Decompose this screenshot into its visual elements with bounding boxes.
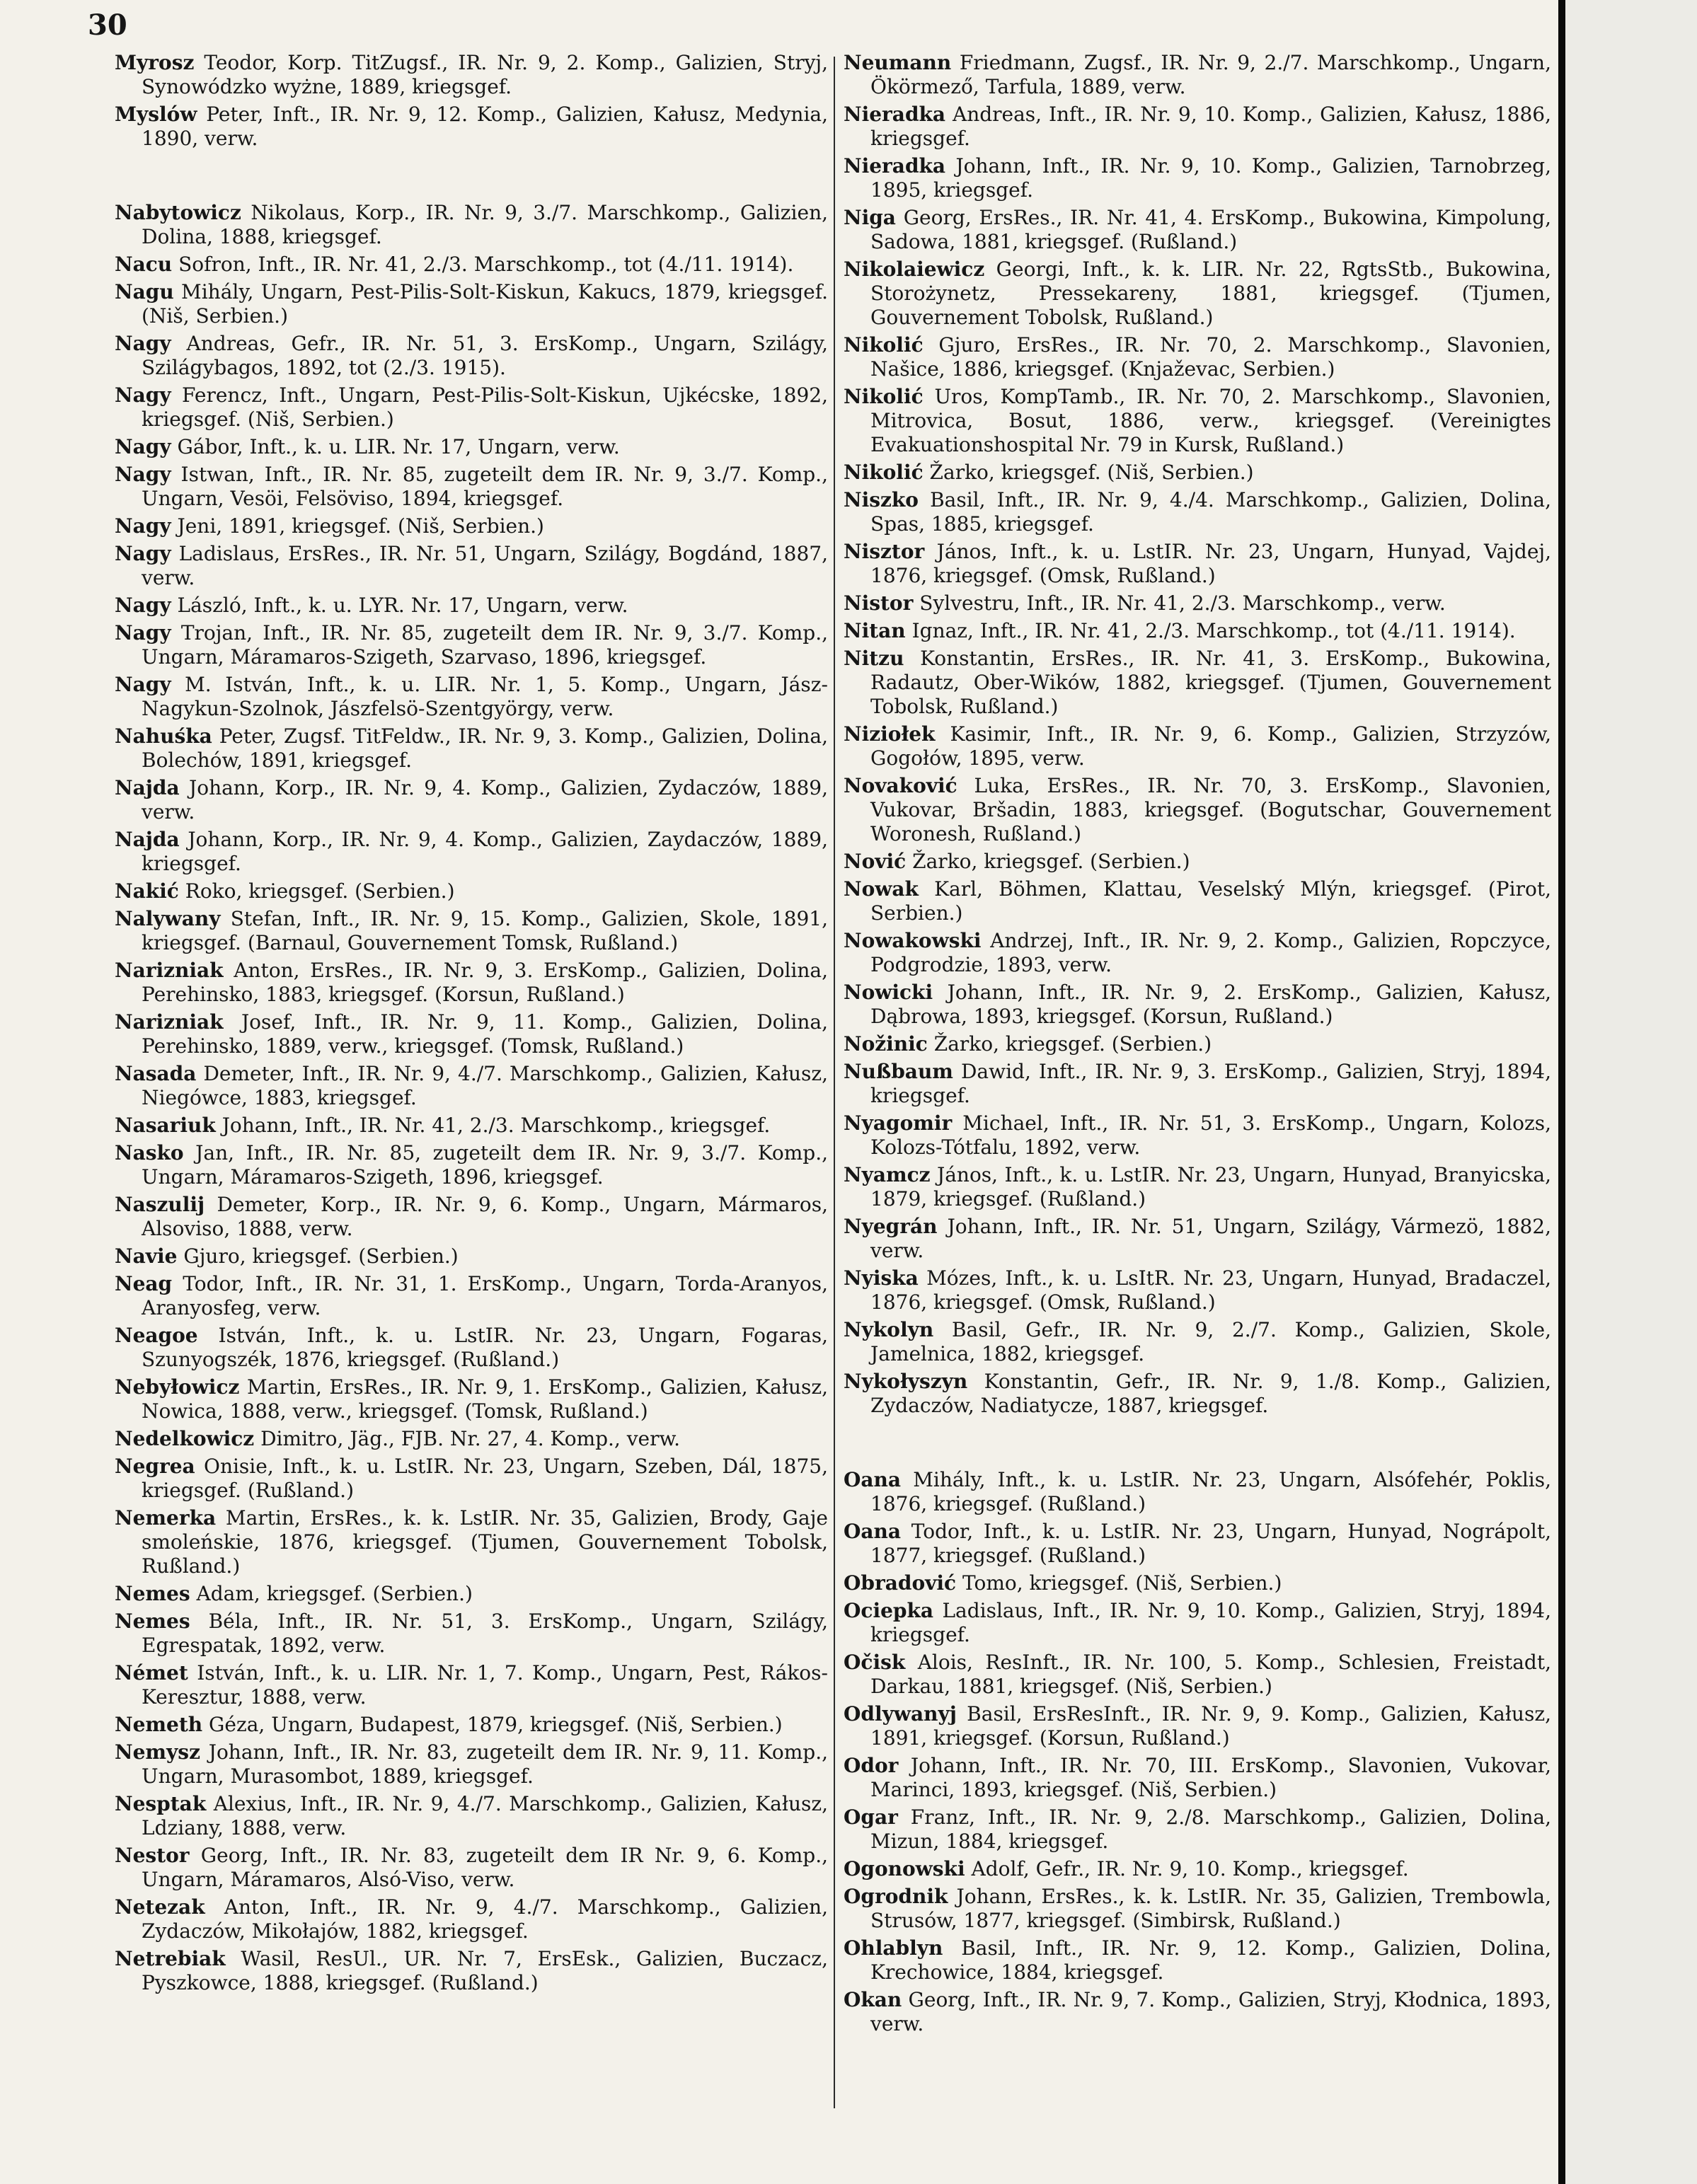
list-entry — [115, 1010, 828, 1058]
entry-surname: Najda — [115, 776, 180, 799]
column-divider — [834, 57, 835, 2108]
list-entry — [844, 877, 1551, 925]
entry-details: Ladislaus, Inft., IR. Nr. 9, 10. Komp., Galizien, Stryj, 1894, kriegsgef. — [870, 1599, 1552, 1646]
entry-surname: Nyegrán — [844, 1215, 938, 1238]
list-entry — [844, 850, 1551, 874]
list-entry — [115, 332, 828, 380]
entry-surname: Odor — [844, 1754, 899, 1777]
left-column — [115, 51, 828, 1999]
list-entry — [115, 1114, 828, 1138]
entry-surname: Niga — [844, 206, 896, 229]
list-entry — [115, 724, 828, 773]
list-entry — [844, 1857, 1551, 1881]
list-entry — [115, 1506, 828, 1578]
entry-details: Alexius, Inft., IR. Nr. 9, 4./7. Marschkomp., Galizien, Kałusz, Ldziany, 1888, verw. — [142, 1792, 828, 1839]
list-entry — [115, 103, 828, 151]
entry-details: Onisie, Inft., k. u. LstIR. Nr. 23, Ungarn, Szeben, Dál, 1875, kriegsgef. (Rußland.) — [142, 1455, 828, 1502]
entry-details: Jan, Inft., IR. Nr. 85, zugeteilt dem IR. Nr. 9, 3./7. Komp., Ungarn, Máramaros-Szigeth, 1896, kriegsgef. — [142, 1141, 829, 1189]
entry-surname: Nagy — [115, 542, 171, 565]
list-entry — [844, 774, 1551, 846]
entry-details: Adam, kriegsgef. (Serbien.) — [196, 1582, 473, 1605]
entry-surname: Nestor — [115, 1844, 190, 1867]
entry-surname: Nakić — [115, 879, 179, 903]
entry-details: Georgi, Inft., k. k. LIR. Nr. 22, RgtsStb., Bukowina, Storożynetz, Pressekareny, 1881, kriegsgef. (Tjumen, Gouvernement Tobolsk, Rußland.) — [870, 258, 1551, 329]
entry-surname: Nagy — [115, 435, 171, 458]
list-entry — [115, 1947, 828, 1995]
entry-surname: Nikolaiewicz — [844, 258, 985, 281]
entry-details: János, Inft., k. u. LstIR. Nr. 23, Ungarn, Hunyad, Branyicska, 1879, kriegsgef. (Rußland.) — [870, 1163, 1551, 1211]
entry-details: Luka, ErsRes., IR. Nr. 70, 3. ErsKomp., Slavonien, Vukovar, Bršadin, 1883, kriegsgef. (Bogutschar, Gouvernement Woronesh, Rußland.) — [870, 774, 1551, 845]
list-entry — [844, 1754, 1551, 1802]
list-entry — [115, 907, 828, 955]
entry-details: M. István, Inft., k. u. LIR. Nr. 1, 5. Komp., Ungarn, Jász-Nagykun-Szolnok, Jászfelsö-Szentgyörgy, verw. — [142, 673, 828, 720]
list-entry — [115, 1844, 828, 1892]
entry-surname: Nyamcz — [844, 1163, 931, 1186]
list-entry — [115, 1792, 828, 1840]
entry-surname: Narizniak — [115, 959, 224, 982]
entry-details: Johann, Korp., IR. Nr. 9, 4. Komp., Galizien, Zydaczów, 1889, verw. — [142, 776, 829, 824]
list-entry — [844, 488, 1551, 536]
entry-details: Andreas, Gefr., IR. Nr. 51, 3. ErsKomp., Ungarn, Szilágy, Szilágybagos, 1892, tot (2./3. 1915). — [142, 332, 828, 379]
entry-surname: Nikolić — [844, 385, 924, 408]
entry-details: Adolf, Gefr., IR. Nr. 9, 10. Komp., kriegsgef. — [971, 1857, 1409, 1880]
scan-frame-border — [1558, 0, 1565, 2184]
entry-surname: Nistor — [844, 591, 914, 615]
entry-details: Dimitro, Jäg., FJB. Nr. 27, 4. Komp., verw. — [260, 1427, 681, 1450]
entry-details: Ignaz, Inft., IR. Nr. 41, 2./3. Marschkomp., tot (4./11. 1914). — [911, 619, 1516, 642]
entry-surname: Nagy — [115, 594, 171, 617]
entry-details: Konstantin, Gefr., IR. Nr. 9, 1./8. Komp., Galizien, Zydaczów, Nadiatycze, 1887, kriegsgef. — [870, 1370, 1551, 1417]
entry-details: Todor, Inft., k. u. LstIR. Nr. 23, Ungarn, Hunyad, Nográpolt, 1877, kriegsgef. (Rußland.) — [870, 1520, 1551, 1567]
entry-details: Demeter, Inft., IR. Nr. 9, 4./7. Marschkomp., Galizien, Kałusz, Niegówce, 1883, kriegsgef. — [142, 1062, 828, 1109]
entry-group — [844, 1468, 1551, 2036]
entry-details: Uros, KompTamb., IR. Nr. 70, 2. Marschkomp., Slavonien, Mitrovica, Bosut, 1886, verw., kriegsgef. (Vereinigtes Evakuationshospital Nr. 79 in Kursk, Rußland.) — [870, 385, 1551, 456]
list-entry — [115, 435, 828, 459]
entry-surname: Niziołek — [844, 722, 936, 746]
entry-surname: Nisztor — [844, 540, 925, 563]
entry-details: Josef, Inft., IR. Nr. 9, 11. Komp., Galizien, Dolina, Perehinsko, 1889, verw., kriegsgef. (Tomsk, Rußland.) — [142, 1010, 828, 1058]
scan-page-edge — [1565, 0, 1697, 2184]
entry-surname: Nitan — [844, 619, 906, 642]
list-entry — [115, 1427, 828, 1451]
entry-surname: Oana — [844, 1520, 902, 1543]
entry-details: Konstantin, ErsRes., IR. Nr. 41, 3. ErsKomp., Bukowina, Radautz, Ober-Wików, 1882, kriegsgef. (Tjumen, Gouvernement Tobolsk, Rußland.) — [870, 647, 1551, 718]
list-entry — [844, 1215, 1551, 1263]
entry-surname: Nyagomir — [844, 1111, 953, 1135]
list-entry — [844, 619, 1551, 643]
entry-details: Michael, Inft., IR. Nr. 51, 3. ErsKomp., Ungarn, Kolozs, Kolozs-Tótfalu, 1892, verw. — [870, 1111, 1551, 1159]
list-entry — [115, 1375, 828, 1423]
entry-details: Roko, kriegsgef. (Serbien.) — [185, 879, 455, 903]
entry-surname: Nagy — [115, 621, 171, 645]
list-entry — [844, 1266, 1551, 1315]
list-entry — [115, 514, 828, 538]
list-entry — [844, 1702, 1551, 1750]
list-entry — [844, 385, 1551, 457]
entry-surname: Nagy — [115, 332, 171, 355]
entry-details: Sylvestru, Inft., IR. Nr. 41, 2./3. Marschkomp., verw. — [919, 591, 1446, 615]
entry-details: Dawid, Inft., IR. Nr. 9, 3. ErsKomp., Galizien, Stryj, 1894, kriegsgef. — [870, 1060, 1551, 1107]
list-entry — [115, 621, 828, 669]
entry-details: Basil, ErsResInft., IR. Nr. 9, 9. Komp., Galizien, Kałusz, 1891, kriegsgef. (Korsun, Rußland.) — [870, 1702, 1551, 1750]
entry-details: Trojan, Inft., IR. Nr. 85, zugeteilt dem IR. Nr. 9, 3./7. Komp., Ungarn, Máramaros-Szigeth, Szarvaso, 1896, kriegsgef. — [142, 621, 829, 669]
list-entry — [115, 594, 828, 618]
section-gap — [115, 154, 828, 201]
list-entry — [844, 258, 1551, 330]
entry-surname: Nasariuk — [115, 1114, 216, 1137]
entry-details: Alois, ResInft., IR. Nr. 100, 5. Komp., Schlesien, Freistadt, Darkau, 1881, kriegsgef. (Niš, Serbien.) — [870, 1651, 1551, 1698]
entry-details: Basil, Inft., IR. Nr. 9, 12. Komp., Galizien, Dolina, Krechowice, 1884, kriegsgef. — [870, 1936, 1552, 1984]
entry-surname: Ogonowski — [844, 1857, 965, 1880]
list-entry — [115, 463, 828, 511]
entry-surname: Ohlablyn — [844, 1936, 943, 1960]
entry-details: István, Inft., k. u. LstIR. Nr. 23, Ungarn, Fogaras, Szunyogszék, 1876, kriegsgef. (Rußland.) — [142, 1324, 828, 1371]
entry-details: Mihály, Inft., k. u. LstIR. Nr. 23, Ungarn, Alsófehér, Poklis, 1876, kriegsgef. (Rußland.) — [870, 1468, 1552, 1515]
entry-surname: Nebyłowicz — [115, 1375, 240, 1399]
entry-details: Georg, Inft., IR. Nr. 9, 7. Komp., Galizien, Stryj, Kłodnica, 1893, verw. — [870, 1988, 1551, 2035]
entry-details: Johann, Inft., IR. Nr. 9, 2. ErsKomp., Galizien, Kałusz, Dąbrowa, 1893, kriegsgef. (Korsun, Rußland.) — [870, 981, 1551, 1028]
entry-surname: Nemes — [115, 1610, 190, 1633]
list-entry — [844, 1111, 1551, 1160]
entry-surname: Najda — [115, 828, 180, 851]
entry-surname: Očisk — [844, 1651, 906, 1674]
entry-details: Basil, Inft., IR. Nr. 9, 4./4. Marschkomp., Galizien, Dolina, Spas, 1885, kriegsgef. — [870, 488, 1551, 536]
entry-surname: Nykołyszyn — [844, 1370, 968, 1393]
entry-details: Jeni, 1891, kriegsgef. (Niš, Serbien.) — [177, 514, 544, 538]
entry-group — [115, 201, 828, 1995]
entry-surname: Nalywany — [115, 907, 221, 930]
entry-surname: Nowak — [844, 877, 919, 901]
entry-details: Martin, ErsRes., k. k. LstIR. Nr. 35, Galizien, Brody, Gaje smoleńskie, 1876, kriegsgef. (Tjumen, Gouvernement Tobolsk, Rußland.) — [142, 1506, 828, 1578]
entry-surname: Nemes — [115, 1582, 190, 1605]
list-entry — [115, 1713, 828, 1737]
entry-surname: Nieradka — [844, 103, 946, 126]
list-entry — [844, 591, 1551, 616]
entry-details: Nikolaus, Korp., IR. Nr. 9, 3./7. Marschkomp., Galizien, Dolina, 1888, kriegsgef. — [142, 201, 829, 248]
entry-details: Peter, Inft., IR. Nr. 9, 12. Komp., Galizien, Kałusz, Medynia, 1890, verw. — [142, 103, 828, 150]
list-entry — [115, 201, 828, 249]
list-entry — [844, 1032, 1551, 1056]
entry-group — [844, 51, 1551, 1418]
list-entry — [115, 383, 828, 432]
entry-surname: Nahuśka — [115, 724, 212, 748]
entry-surname: Oana — [844, 1468, 902, 1491]
list-entry — [115, 1324, 828, 1372]
entry-surname: Német — [115, 1661, 188, 1685]
entry-details: Stefan, Inft., IR. Nr. 9, 15. Komp., Galizien, Skole, 1891, kriegsgef. (Barnaul, Gouvernement Tomsk, Rußland.) — [142, 907, 828, 954]
list-entry — [115, 828, 828, 876]
entry-surname: Negrea — [115, 1455, 195, 1478]
entry-surname: Nemerka — [115, 1506, 217, 1530]
list-entry — [844, 647, 1551, 719]
entry-details: János, Inft., k. u. LstIR. Nr. 23, Ungarn, Hunyad, Vajdej, 1876, kriegsgef. (Omsk, Rußland.) — [870, 540, 1551, 587]
entry-group — [115, 51, 828, 151]
entry-surname: Navie — [115, 1244, 178, 1268]
list-entry — [844, 1805, 1551, 1854]
entry-surname: Nesptak — [115, 1792, 207, 1815]
entry-surname: Nowicki — [844, 981, 933, 1004]
entry-details: Johann, Inft., IR. Nr. 70, III. ErsKomp., Slavonien, Vukovar, Marinci, 1893, kriegsgef. (Niš, Serbien.) — [870, 1754, 1551, 1801]
entry-surname: Nikolić — [844, 333, 924, 357]
entry-details: Kasimir, Inft., IR. Nr. 9, 6. Komp., Galizien, Strzyzów, Gogołów, 1895, verw. — [870, 722, 1551, 770]
entry-details: Žarko, kriegsgef. (Serbien.) — [912, 850, 1190, 873]
entry-surname: Nußbaum — [844, 1060, 953, 1083]
entry-surname: Novaković — [844, 774, 957, 797]
entry-surname: Nović — [844, 850, 907, 873]
entry-details: Todor, Inft., IR. Nr. 31, 1. ErsKomp., Ungarn, Torda-Aranyos, Aranyosfeg, verw. — [142, 1272, 828, 1319]
entry-surname: Nowakowski — [844, 929, 982, 952]
entry-details: Tomo, kriegsgef. (Niš, Serbien.) — [962, 1571, 1282, 1595]
page-number: 30 — [88, 8, 127, 42]
list-entry — [115, 959, 828, 1007]
entry-details: Gábor, Inft., k. u. LIR. Nr. 17, Ungarn, verw. — [177, 435, 620, 458]
entry-details: Mózes, Inft., k. u. LsItR. Nr. 23, Ungarn, Hunyad, Bradaczel, 1876, kriegsgef. (Omsk, Rußland.) — [870, 1266, 1552, 1314]
entry-details: Martin, ErsRes., IR. Nr. 9, 1. ErsKomp., Galizien, Kałusz, Nowica, 1888, verw., kriegsgef. (Tomsk, Rußland.) — [142, 1375, 828, 1423]
list-entry — [844, 1571, 1551, 1595]
list-entry — [115, 542, 828, 590]
entry-details: Istwan, Inft., IR. Nr. 85, zugeteilt dem IR. Nr. 9, 3./7. Komp., Ungarn, Vesöi, Felsöviso, 1894, kriegsgef. — [142, 463, 828, 510]
list-entry — [844, 206, 1551, 254]
entry-details: Johann, Inft., IR. Nr. 41, 2./3. Marschkomp., kriegsgef. — [222, 1114, 771, 1137]
entry-details: Teodor, Korp. TitZugsf., IR. Nr. 9, 2. Komp., Galizien, Stryj, Synowódzko wyżne, 1889, kriegsgef. — [142, 51, 828, 98]
list-entry — [844, 1370, 1551, 1418]
list-entry — [844, 51, 1551, 99]
entry-surname: Nasada — [115, 1062, 197, 1085]
entry-details: Karl, Böhmen, Klattau, Veselský Mlýn, kriegsgef. (Pirot, Serbien.) — [870, 877, 1551, 925]
entry-details: Johann, Inft., IR. Nr. 83, zugeteilt dem IR. Nr. 9, 11. Komp., Ungarn, Murasombot, 1889, kriegsgef. — [142, 1740, 829, 1788]
entry-surname: Nikolić — [844, 461, 924, 484]
entry-details: Wasil, ResUl., UR. Nr. 7, ErsEsk., Galizien, Buczacz, Pyszkowce, 1888, kriegsgef. (Rußland.) — [142, 1947, 828, 1994]
entry-surname: Nitzu — [844, 647, 904, 670]
list-entry — [844, 154, 1551, 202]
entry-details: Anton, ErsRes., IR. Nr. 9, 3. ErsKomp., Galizien, Dolina, Perehinsko, 1883, kriegsgef. (Korsun, Rußland.) — [142, 959, 828, 1006]
entry-surname: Nasko — [115, 1141, 184, 1165]
entry-details: Gjuro, ErsRes., IR. Nr. 70, 2. Marschkomp., Slavonien, Našice, 1886, kriegsgef. (Knjaževac, Serbien.) — [870, 333, 1552, 381]
entry-details: Andrzej, Inft., IR. Nr. 9, 2. Komp., Galizien, Ropczyce, Podgrodzie, 1893, verw. — [870, 929, 1551, 976]
list-entry — [115, 1582, 828, 1606]
entry-surname: Netrebiak — [115, 1947, 226, 1970]
list-entry — [844, 1060, 1551, 1108]
list-entry — [115, 1661, 828, 1709]
entry-surname: Nyiska — [844, 1266, 919, 1290]
entry-surname: Naszulij — [115, 1193, 205, 1216]
list-entry — [115, 673, 828, 721]
entry-details: Georg, ErsRes., IR. Nr. 41, 4. ErsKomp., Bukowina, Kimpolung, Sadowa, 1881, kriegsgef. (Rußland.) — [870, 206, 1552, 253]
list-entry — [844, 1163, 1551, 1211]
entry-details: Žarko, kriegsgef. (Serbien.) — [933, 1032, 1212, 1056]
entry-details: Georg, Inft., IR. Nr. 83, zugeteilt dem IR Nr. 9, 6. Komp., Ungarn, Máramaros, Alsó-Viso, verw. — [142, 1844, 828, 1891]
entry-details: Johann, ErsRes., k. k. LstIR. Nr. 35, Galizien, Trembowla, Strusów, 1877, kriegsgef. (Simbirsk, Rußland.) — [870, 1885, 1551, 1932]
list-entry — [115, 879, 828, 903]
entry-surname: Ogar — [844, 1805, 898, 1829]
entry-surname: Nagy — [115, 383, 171, 407]
entry-surname: Odlywanyj — [844, 1702, 957, 1726]
entry-surname: Neagoe — [115, 1324, 198, 1347]
entry-surname: Ogrodnik — [844, 1885, 948, 1908]
entry-surname: Niszko — [844, 488, 919, 512]
list-entry — [115, 1272, 828, 1320]
entry-details: Demeter, Korp., IR. Nr. 9, 6. Komp., Ungarn, Mármaros, Alsoviso, 1888, verw. — [142, 1193, 829, 1240]
entry-details: Andreas, Inft., IR. Nr. 9, 10. Komp., Galizien, Kałusz, 1886, kriegsgef. — [870, 103, 1552, 150]
list-entry — [115, 1244, 828, 1269]
list-entry — [844, 1520, 1551, 1568]
list-entry — [844, 722, 1551, 770]
list-entry — [844, 1988, 1551, 2036]
entry-surname: Nacu — [115, 253, 173, 276]
entry-surname: Netezak — [115, 1895, 205, 1919]
list-entry — [844, 929, 1551, 977]
entry-surname: Nagy — [115, 673, 171, 696]
entry-details: Anton, Inft., IR. Nr. 9, 4./7. Marschkomp., Galizien, Zydaczów, Mikołajów, 1882, kriegsgef. — [142, 1895, 828, 1943]
list-entry — [115, 776, 828, 824]
list-entry — [115, 1141, 828, 1189]
list-entry — [115, 1895, 828, 1943]
entry-details: Ferencz, Inft., Ungarn, Pest-Pilis-Solt-Kiskun, Ujkécske, 1892, kriegsgef. (Niš, Serbien.) — [142, 383, 828, 431]
section-gap — [844, 1421, 1551, 1468]
list-entry — [844, 103, 1551, 151]
list-entry — [844, 1318, 1551, 1366]
entry-surname: Ociepka — [844, 1599, 934, 1622]
entry-details: László, Inft., k. u. LYR. Nr. 17, Ungarn, verw. — [177, 594, 628, 617]
list-entry — [844, 981, 1551, 1029]
entry-details: Béla, Inft., IR. Nr. 51, 3. ErsKomp., Ungarn, Szilágy, Egrespatak, 1892, verw. — [142, 1610, 828, 1657]
entry-details: Sofron, Inft., IR. Nr. 41, 2./3. Marschkomp., tot (4./11. 1914). — [178, 253, 794, 276]
entry-surname: Nabytowicz — [115, 201, 241, 224]
entry-details: Géza, Ungarn, Budapest, 1879, kriegsgef. (Niš, Serbien.) — [209, 1713, 783, 1736]
entry-surname: Nagu — [115, 280, 174, 304]
entry-surname: Narizniak — [115, 1010, 224, 1034]
entry-surname: Nemeth — [115, 1713, 203, 1736]
entry-surname: Nykolyn — [844, 1318, 934, 1341]
entry-surname: Nožinic — [844, 1032, 928, 1056]
entry-details: Franz, Inft., IR. Nr. 9, 2./8. Marschkomp., Galizien, Dolina, Mizun, 1884, kriegsgef. — [870, 1805, 1551, 1853]
list-entry — [844, 333, 1551, 381]
list-entry — [115, 1740, 828, 1789]
entry-details: István, Inft., k. u. LIR. Nr. 1, 7. Komp., Ungarn, Pest, Rákos-Keresztur, 1888, verw. — [142, 1661, 828, 1709]
list-entry — [844, 1651, 1551, 1699]
entry-details: Gjuro, kriegsgef. (Serbien.) — [183, 1244, 459, 1268]
entry-surname: Neumann — [844, 51, 952, 74]
entry-details: Peter, Zugsf. TitFeldw., IR. Nr. 9, 3. Komp., Galizien, Dolina, Bolechów, 1891, kriegsgef. — [142, 724, 828, 772]
entry-surname: Nieradka — [844, 154, 946, 178]
list-entry — [115, 280, 828, 328]
entry-details: Friedmann, Zugsf., IR. Nr. 9, 2./7. Marschkomp., Ungarn, Ökörmező, Tarfula, 1889, verw. — [870, 51, 1551, 98]
entry-surname: Okan — [844, 1988, 902, 2011]
entry-surname: Nemysz — [115, 1740, 200, 1764]
entry-surname: Myrosz — [115, 51, 195, 74]
entry-details: Johann, Korp., IR. Nr. 9, 4. Komp., Galizien, Zaydaczów, 1889, kriegsgef. — [142, 828, 828, 875]
entry-details: Žarko, kriegsgef. (Niš, Serbien.) — [929, 461, 1254, 484]
list-entry — [115, 51, 828, 99]
entry-details: Basil, Gefr., IR. Nr. 9, 2./7. Komp., Galizien, Skole, Jamelnica, 1882, kriegsgef. — [870, 1318, 1551, 1365]
right-column — [844, 51, 1551, 2040]
entry-surname: Nagy — [115, 514, 171, 538]
list-entry — [844, 1885, 1551, 1933]
list-entry — [844, 1599, 1551, 1647]
entry-surname: Nedelkowicz — [115, 1427, 255, 1450]
list-entry — [115, 253, 828, 277]
entry-details: Johann, Inft., IR. Nr. 9, 10. Komp., Galizien, Tarnobrzeg, 1895, kriegsgef. — [870, 154, 1552, 202]
entry-surname: Obradović — [844, 1571, 957, 1595]
entry-surname: Neag — [115, 1272, 173, 1295]
entry-details: Mihály, Ungarn, Pest-Pilis-Solt-Kiskun, Kakucs, 1879, kriegsgef. (Niš, Serbien.) — [142, 280, 828, 328]
entry-surname: Myslów — [115, 103, 197, 126]
list-entry — [115, 1610, 828, 1658]
entry-surname: Nagy — [115, 463, 171, 486]
entry-details: Johann, Inft., IR. Nr. 51, Ungarn, Szilágy, Vármezö, 1882, verw. — [870, 1215, 1551, 1262]
list-entry — [844, 1468, 1551, 1516]
list-entry — [844, 461, 1551, 485]
list-entry — [844, 540, 1551, 588]
list-entry — [115, 1062, 828, 1110]
entry-details: Ladislaus, ErsRes., IR. Nr. 51, Ungarn, Szilágy, Bogdánd, 1887, verw. — [142, 542, 828, 589]
list-entry — [115, 1455, 828, 1503]
list-entry — [844, 1936, 1551, 1984]
list-entry — [115, 1193, 828, 1241]
